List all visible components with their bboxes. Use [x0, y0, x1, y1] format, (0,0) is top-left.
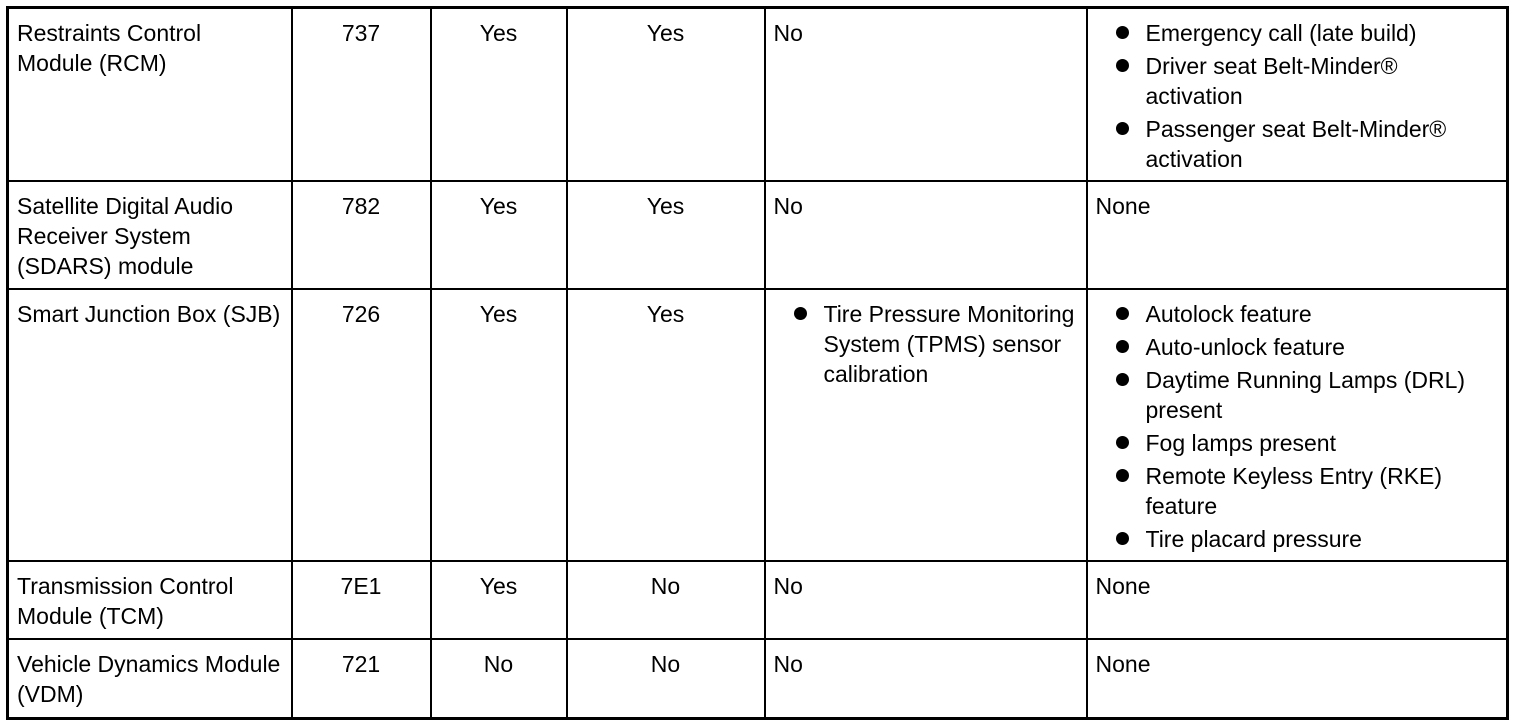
module-name-cell [8, 8, 292, 182]
column-5-cell [765, 8, 1087, 182]
bullet-icon [1116, 436, 1129, 449]
column-4-value: No [650, 573, 681, 599]
module-code-cell [292, 289, 431, 561]
module-code-cell [292, 8, 431, 182]
list-item-text: Tire Pressure Monitoring System (TPMS) sensor calibration [823, 301, 1075, 387]
column-3-cell [431, 181, 567, 289]
column-6-cell [1087, 181, 1508, 289]
column-3-cell [431, 639, 567, 718]
list-item [1096, 365, 1499, 425]
column-5-cell [765, 289, 1087, 561]
module-code: 721 [341, 651, 381, 677]
list-item [774, 299, 1078, 389]
column-6-cell [1087, 639, 1508, 718]
module-name-cell [8, 289, 292, 561]
column-3-value: Yes [479, 20, 518, 46]
module-code: 7E1 [340, 573, 382, 599]
column-6-value: None [1095, 193, 1151, 219]
column-6-value: None [1095, 651, 1151, 677]
column-5-value: No [773, 573, 803, 599]
module-code: 737 [341, 20, 381, 46]
column-4-cell [567, 561, 765, 639]
list-item-text: Passenger seat Belt-Minder® activation [1145, 116, 1447, 172]
column-4-value: No [650, 651, 681, 677]
column-5-value: No [773, 193, 803, 219]
bullet-icon [1116, 469, 1129, 482]
module-code: 782 [341, 193, 381, 219]
column-3-cell [431, 561, 567, 639]
module-name: Restraints Control Module (RCM) [17, 20, 202, 76]
list-item [1096, 332, 1499, 362]
list-item [1096, 428, 1499, 458]
table-row [8, 639, 1508, 718]
column-5-cell [765, 639, 1087, 718]
column-3-cell [431, 8, 567, 182]
list-item [1096, 299, 1499, 329]
column-4-cell [567, 289, 765, 561]
column-5-value: No [773, 20, 803, 46]
module-code: 726 [341, 301, 381, 327]
column-6-cell [1087, 289, 1508, 561]
list-item [1096, 51, 1499, 111]
bullet-icon [1116, 122, 1129, 135]
table-row [8, 561, 1508, 639]
module-name: Transmission Control Module (TCM) [17, 573, 234, 629]
bullet-icon [1116, 307, 1129, 320]
list-item-text: Daytime Running Lamps (DRL) present [1145, 367, 1466, 423]
module-code-cell [292, 181, 431, 289]
table-row [8, 289, 1508, 561]
feature-list [774, 299, 1078, 389]
bullet-icon [1116, 59, 1129, 72]
list-item [1096, 114, 1499, 174]
list-item [1096, 18, 1499, 48]
list-item-text: Tire placard pressure [1145, 526, 1362, 552]
column-3-value: Yes [479, 573, 518, 599]
column-3-value: Yes [479, 301, 518, 327]
list-item-text: Emergency call (late build) [1145, 20, 1417, 46]
column-4-value: Yes [646, 20, 685, 46]
module-name-cell [8, 561, 292, 639]
list-item-text: Remote Keyless Entry (RKE) feature [1145, 463, 1443, 519]
column-5-value: No [773, 651, 803, 677]
module-code-cell [292, 639, 431, 718]
feature-list [1096, 18, 1499, 174]
bullet-icon [1116, 26, 1129, 39]
bullet-icon [1116, 373, 1129, 386]
module-name: Vehicle Dynamics Module (VDM) [17, 651, 281, 707]
module-table [6, 6, 1509, 720]
bullet-icon [794, 307, 807, 320]
module-name-cell [8, 639, 292, 718]
list-item-text: Driver seat Belt-Minder® activation [1145, 53, 1398, 109]
column-4-value: Yes [646, 301, 685, 327]
column-3-value: No [483, 651, 514, 677]
table-row [8, 181, 1508, 289]
column-3-cell [431, 289, 567, 561]
column-4-cell [567, 8, 765, 182]
column-5-cell [765, 181, 1087, 289]
column-6-cell [1087, 8, 1508, 182]
table-row [8, 8, 1508, 182]
column-6-value: None [1095, 573, 1151, 599]
module-name: Smart Junction Box (SJB) [17, 301, 281, 327]
module-name: Satellite Digital Audio Receiver System (SDARS) module [17, 193, 234, 279]
bullet-icon [1116, 340, 1129, 353]
list-item [1096, 524, 1499, 554]
module-name-cell [8, 181, 292, 289]
column-6-cell [1087, 561, 1508, 639]
column-4-cell [567, 181, 765, 289]
list-item-text: Fog lamps present [1145, 430, 1336, 456]
feature-list [1096, 299, 1499, 554]
module-code-cell [292, 561, 431, 639]
column-4-cell [567, 639, 765, 718]
list-item-text: Autolock feature [1145, 301, 1312, 327]
column-5-cell [765, 561, 1087, 639]
column-4-value: Yes [646, 193, 685, 219]
bullet-icon [1116, 532, 1129, 545]
list-item-text: Auto-unlock feature [1145, 334, 1345, 360]
column-3-value: Yes [479, 193, 518, 219]
list-item [1096, 461, 1499, 521]
